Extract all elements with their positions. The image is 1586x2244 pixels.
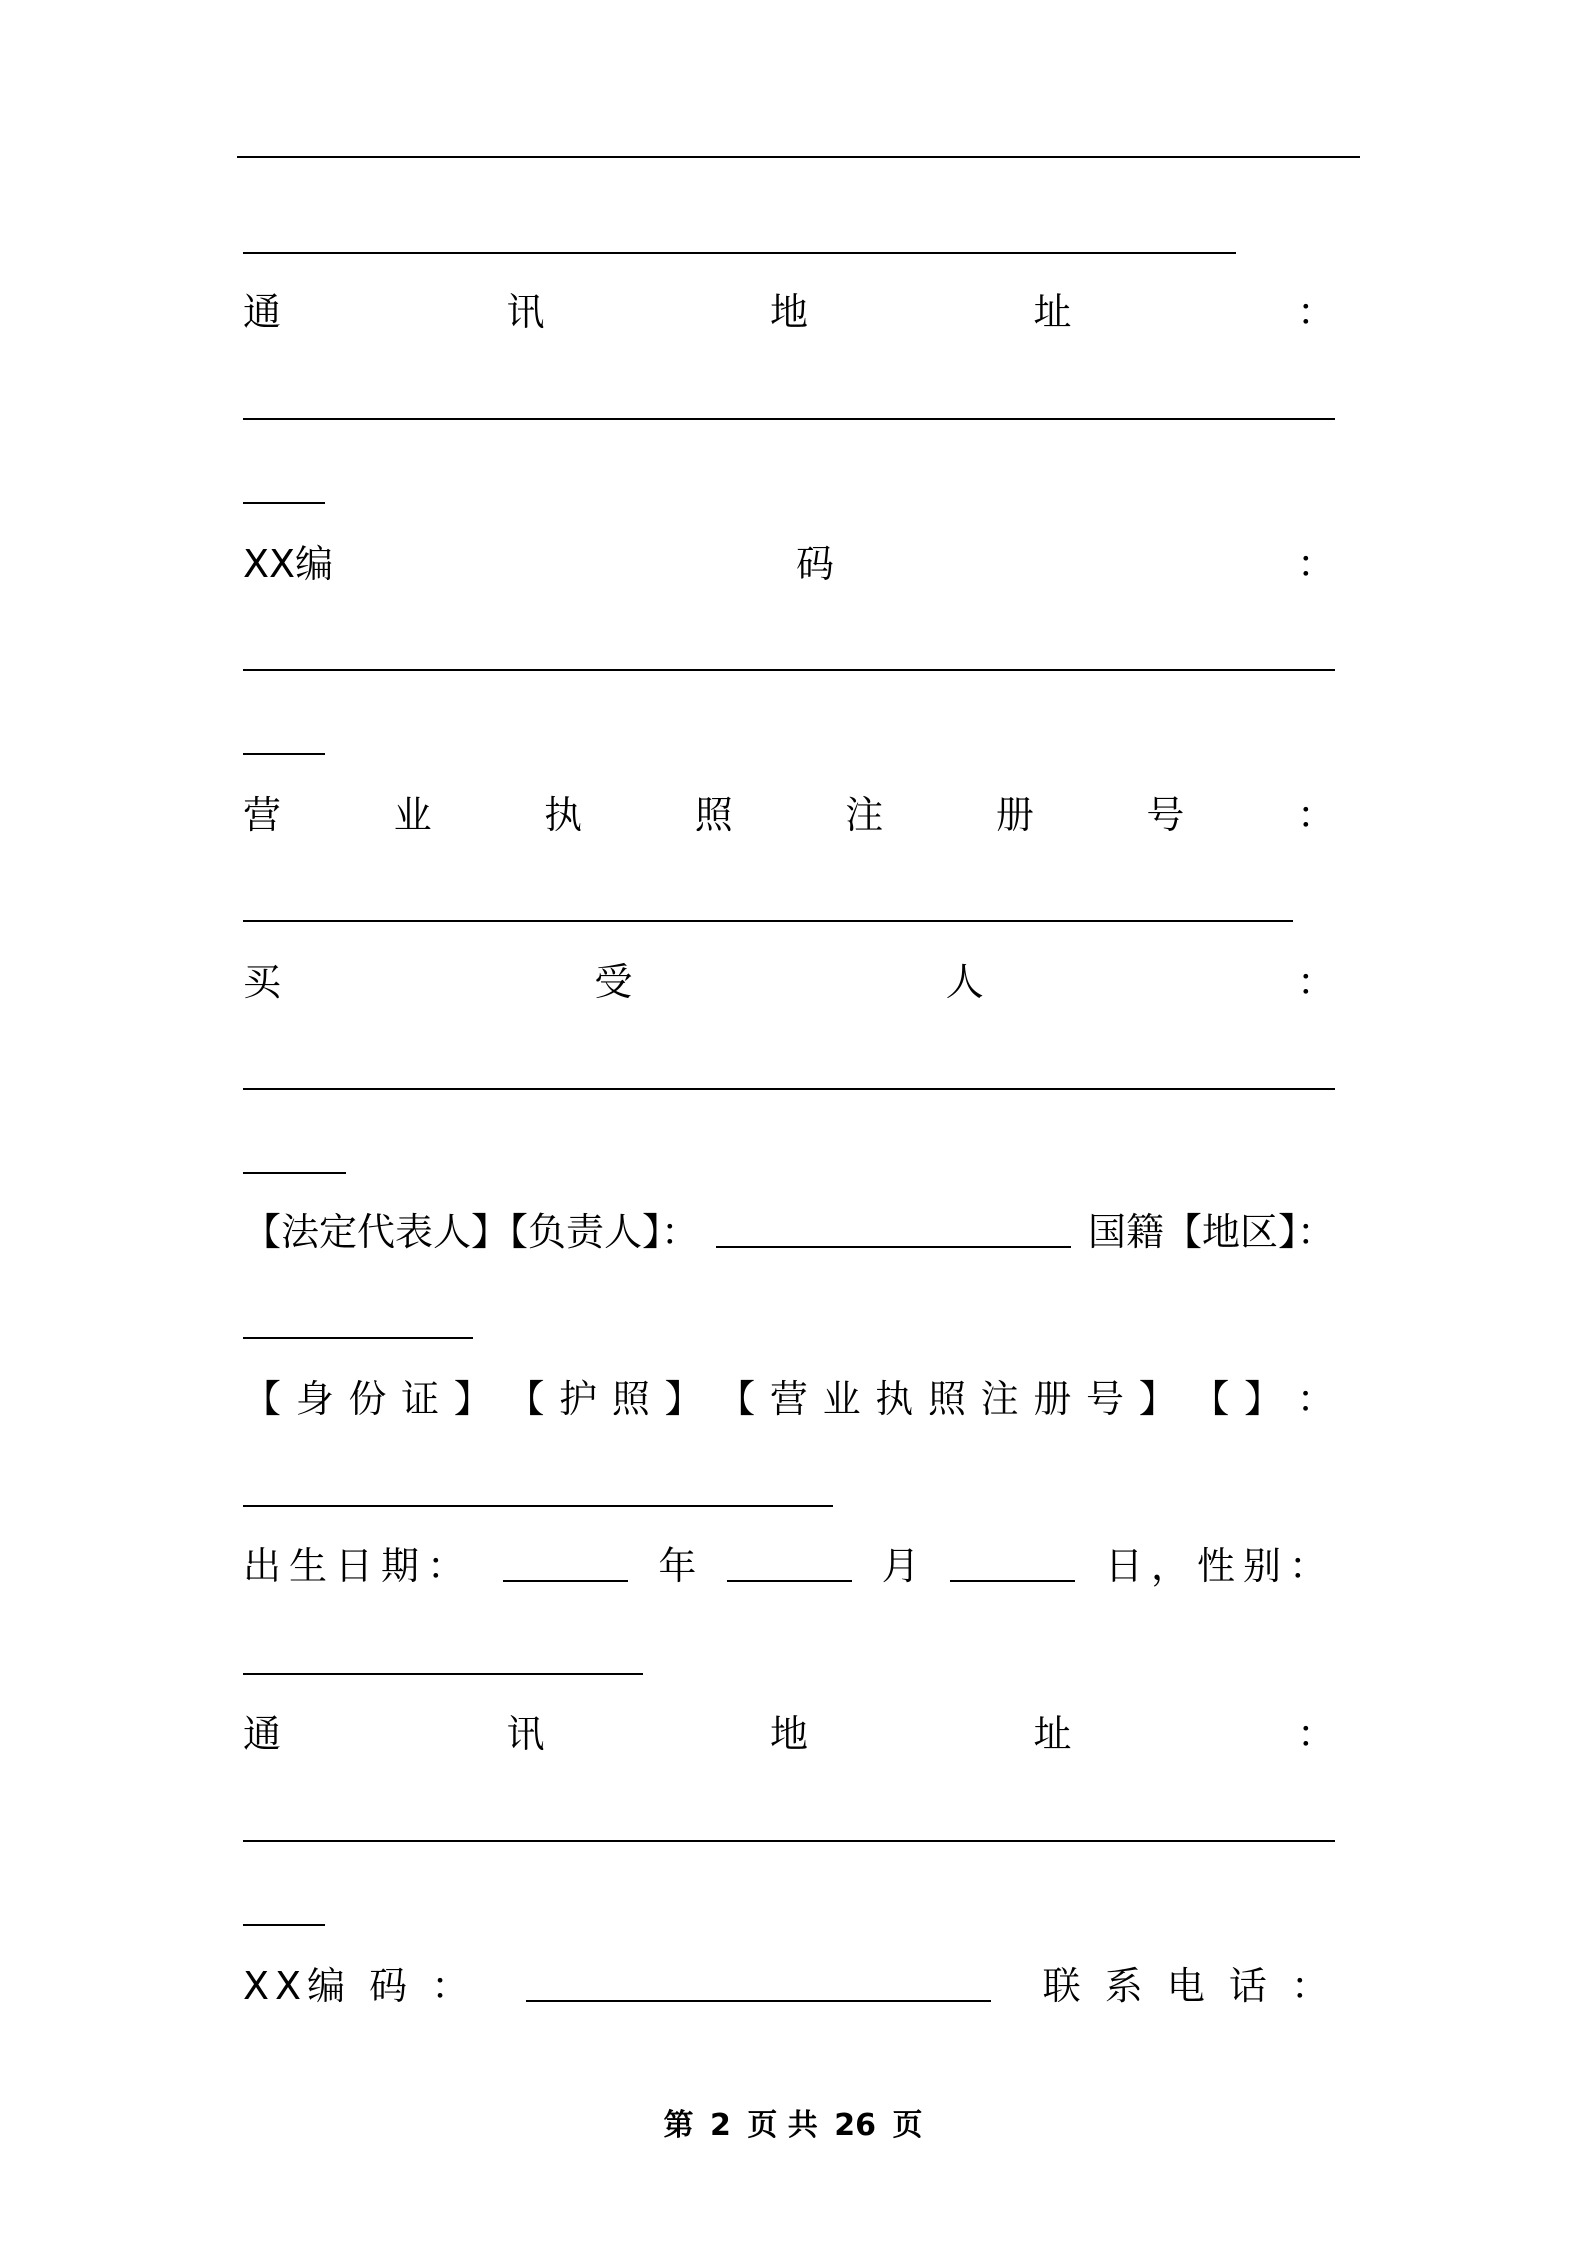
char: 【 [717, 1377, 756, 1421]
char: 地 [769, 290, 808, 334]
footer-mid: 页 共 [747, 2108, 818, 2143]
char: 执 [544, 793, 583, 837]
char: 【 [1191, 1377, 1230, 1421]
char: 证 [401, 1377, 440, 1421]
postcode-blank[interactable] [526, 2000, 991, 2002]
char: 【 [506, 1377, 545, 1421]
legal-rep-row [243, 1202, 1335, 1262]
seller-address-blank-cont[interactable] [243, 502, 325, 504]
page-total: 26 [834, 2108, 876, 2143]
char: 买 [243, 960, 282, 1004]
page-footer [0, 2100, 1586, 2144]
buyer-address-label [243, 1704, 1335, 1764]
legal-rep-blank[interactable] [716, 1246, 1071, 1248]
char: 通 [243, 1712, 282, 1756]
char: 业 [393, 793, 432, 837]
char: 注 [845, 793, 884, 837]
buyer-label [243, 952, 1335, 1012]
char: ： [1296, 1712, 1335, 1756]
year-blank[interactable] [503, 1580, 628, 1582]
seller-address-blank[interactable] [243, 418, 1335, 420]
birth-label: 出生日期： [243, 1544, 474, 1588]
char: 讯 [506, 290, 545, 334]
id-type-label [243, 1369, 1335, 1429]
seller-postcode-blank-cont[interactable] [243, 753, 325, 755]
char: 照 [694, 793, 733, 837]
char: 讯 [506, 1712, 545, 1756]
buyer-contact-row [243, 1956, 1335, 2016]
char: 注 [980, 1377, 1019, 1421]
phone-label: 联 系 电 话 ： [1042, 1964, 1335, 2008]
month-blank[interactable] [727, 1580, 852, 1582]
char: 执 [875, 1377, 914, 1421]
buyer-address-blank[interactable] [243, 1840, 1335, 1842]
char: 营 [769, 1377, 808, 1421]
gender-blank[interactable] [243, 1673, 643, 1675]
char: 地 [769, 1712, 808, 1756]
char: 号 [1146, 793, 1185, 837]
char: 份 [348, 1377, 387, 1421]
char: 址 [1033, 1712, 1072, 1756]
char: ： [1296, 542, 1335, 586]
month-label: 月 [881, 1544, 920, 1588]
char: 营 [243, 793, 282, 837]
seller-address-label [243, 282, 1335, 342]
char: 号 [1086, 1377, 1125, 1421]
char: 通 [243, 290, 282, 334]
char: 护 [559, 1377, 598, 1421]
seller-license-label [243, 785, 1335, 845]
day-blank[interactable] [950, 1580, 1075, 1582]
buyer-blank[interactable] [243, 1088, 1335, 1090]
seller-postcode-label [243, 534, 1335, 594]
year-label: 年 [658, 1544, 697, 1588]
char: 业 [822, 1377, 861, 1421]
char: 人 [945, 960, 984, 1004]
char: ： [1296, 960, 1335, 1004]
day-gender-label: 日，性别： [1104, 1544, 1335, 1588]
char: ： [1296, 793, 1335, 837]
char: ： [1296, 290, 1335, 334]
legal-rep-label: 【法定代表人】【负责人】： [243, 1210, 700, 1254]
char: 册 [1033, 1377, 1072, 1421]
char: 址 [1033, 290, 1072, 334]
char: 照 [927, 1377, 966, 1421]
char: XX编 [243, 542, 334, 586]
char: 】 [1138, 1377, 1177, 1421]
nationality-label: 国籍【地区】： [1087, 1210, 1335, 1254]
char: 身 [295, 1377, 334, 1421]
char: 【 [243, 1377, 282, 1421]
buyer-blank-cont[interactable] [243, 1172, 346, 1174]
char: 照 [611, 1377, 650, 1421]
seller-postcode-blank[interactable] [243, 669, 1335, 671]
char: 码 [796, 542, 835, 586]
char: 】 [664, 1377, 703, 1421]
seller-license-blank[interactable] [243, 920, 1293, 922]
char: 册 [995, 793, 1034, 837]
id-number-blank[interactable] [243, 1505, 833, 1507]
birth-row [243, 1536, 1335, 1596]
char: ： [1296, 1377, 1335, 1421]
postcode-label: XX编 码 ： [243, 1964, 476, 2008]
char: 】 [1244, 1377, 1283, 1421]
header-rule [237, 156, 1360, 158]
nationality-blank[interactable] [243, 1337, 473, 1339]
char: 】 [453, 1377, 492, 1421]
blank-line [243, 252, 1236, 254]
char: 受 [594, 960, 633, 1004]
footer-prefix: 第 [663, 2108, 694, 2143]
buyer-address-blank-cont[interactable] [243, 1924, 325, 1926]
footer-suffix: 页 [892, 2108, 923, 2143]
page-number: 2 [710, 2108, 731, 2143]
